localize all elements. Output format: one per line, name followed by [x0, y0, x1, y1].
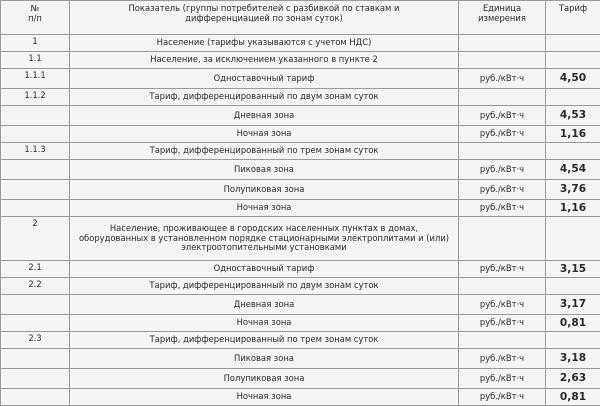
row-indicator-cell: [70, 35, 459, 52]
row-unit-cell: [459, 89, 546, 106]
row-tariff-cell: [546, 52, 600, 69]
row-unit: руб./кВт·ч: [480, 185, 524, 195]
row-tariff-cell: [546, 160, 600, 180]
row-number: 2.3: [28, 333, 41, 343]
row-tariff-cell: [546, 389, 600, 406]
row-number-cell: [1, 278, 70, 295]
row-number-cell: [1, 369, 70, 389]
row-unit: руб./кВт·ч: [480, 354, 524, 364]
row-tariff-cell: [546, 349, 600, 369]
row-tariff: 3,76: [560, 183, 586, 195]
row-tariff-cell: [546, 332, 600, 349]
row-number-cell: [1, 200, 70, 217]
table-row: [1, 89, 600, 106]
row-number: 1.1.1: [24, 70, 45, 80]
row-indicator-cell: [70, 69, 459, 89]
row-tariff-cell: [546, 106, 600, 126]
header-indicator: Показатель (группы потребителей с разбивкой по ставкам и дифференциацией по зонам суток): [70, 1, 459, 35]
table-row: [1, 35, 600, 52]
row-indicator: Тариф, дифференцированный по двум зонам суток: [149, 91, 378, 101]
row-indicator-cell: [70, 389, 459, 406]
table-row: [1, 180, 600, 200]
table-body: [1, 35, 600, 406]
row-number-cell: [1, 217, 70, 261]
row-tariff-cell: [546, 261, 600, 278]
row-tariff-cell: [546, 315, 600, 332]
row-number: 1: [32, 36, 37, 46]
table-row: [1, 217, 600, 261]
row-indicator: Тариф, дифференцированный по двум зонам суток: [149, 280, 378, 290]
row-number-cell: [1, 261, 70, 278]
row-indicator-cell: [70, 295, 459, 315]
header-tariff: Тариф: [546, 1, 600, 35]
row-tariff-cell: [546, 89, 600, 106]
row-indicator-cell: [70, 52, 459, 69]
row-indicator-cell: [70, 369, 459, 389]
row-tariff: 4,53: [560, 109, 586, 121]
row-tariff: 2,63: [560, 372, 586, 384]
row-unit: руб./кВт·ч: [480, 374, 524, 384]
row-tariff-cell: [546, 217, 600, 261]
row-number-cell: [1, 160, 70, 180]
table-row: [1, 332, 600, 349]
row-indicator: Население, проживающее в городских населенных пунктах в домах, оборудованных в установленном порядке стационарными электроплитами и (или) электроотопительными установками: [79, 223, 449, 252]
row-tariff: 3,18: [560, 352, 586, 364]
row-unit-cell: [459, 52, 546, 69]
row-number: 1.1.2: [24, 90, 45, 100]
row-indicator: Пиковая зона: [234, 353, 294, 363]
row-indicator: Ночная зона: [237, 317, 292, 327]
row-number: 1.1: [28, 53, 41, 63]
table-row: [1, 143, 600, 160]
row-indicator: Ночная зона: [237, 391, 292, 401]
row-tariff-cell: [546, 35, 600, 52]
row-unit-cell: [459, 143, 546, 160]
table-row: [1, 261, 600, 278]
row-indicator-cell: [70, 180, 459, 200]
row-indicator: Одноставочный тариф: [214, 263, 315, 273]
row-unit: руб./кВт·ч: [480, 318, 524, 328]
row-indicator: Пиковая зона: [234, 164, 294, 174]
row-indicator: Население (тарифы указываются с учетом НДС): [157, 37, 372, 47]
row-number-cell: [1, 180, 70, 200]
row-unit: руб./кВт·ч: [480, 264, 524, 274]
row-number: 1.1.3: [24, 144, 45, 154]
row-indicator-cell: [70, 278, 459, 295]
row-unit: руб./кВт·ч: [480, 165, 524, 175]
row-unit-cell: [459, 295, 546, 315]
row-number-cell: [1, 143, 70, 160]
table-row: [1, 52, 600, 69]
row-unit: руб./кВт·ч: [480, 74, 524, 84]
row-unit-cell: [459, 349, 546, 369]
row-tariff: 3,15: [560, 263, 586, 275]
row-unit: руб./кВт·ч: [480, 203, 524, 213]
row-indicator: Тариф, дифференцированный по трем зонам суток: [150, 334, 379, 344]
row-unit-cell: [459, 261, 546, 278]
row-indicator-cell: [70, 349, 459, 369]
row-number-cell: [1, 35, 70, 52]
table-row: [1, 106, 600, 126]
row-tariff-cell: [546, 143, 600, 160]
row-number-cell: [1, 349, 70, 369]
row-unit-cell: [459, 160, 546, 180]
table-row: [1, 160, 600, 180]
row-indicator: Население, за исключением указанного в пункте 2: [150, 54, 378, 64]
row-tariff-cell: [546, 126, 600, 143]
row-tariff-cell: [546, 369, 600, 389]
row-unit-cell: [459, 69, 546, 89]
row-indicator-cell: [70, 143, 459, 160]
row-indicator-cell: [70, 200, 459, 217]
row-indicator: Тариф, дифференцированный по трем зонам суток: [150, 145, 379, 155]
row-indicator: Полупиковая зона: [224, 184, 305, 194]
row-tariff-cell: [546, 69, 600, 89]
table-row: [1, 315, 600, 332]
row-tariff-cell: [546, 200, 600, 217]
row-unit-cell: [459, 35, 546, 52]
row-unit-cell: [459, 315, 546, 332]
row-number: 2: [32, 218, 37, 228]
row-number-cell: [1, 295, 70, 315]
row-unit-cell: [459, 180, 546, 200]
table-row: [1, 295, 600, 315]
row-tariff: 0,81: [560, 317, 586, 329]
row-unit-cell: [459, 217, 546, 261]
row-unit-cell: [459, 369, 546, 389]
table-row: [1, 69, 600, 89]
row-number: 2.2: [28, 279, 41, 289]
row-indicator-cell: [70, 315, 459, 332]
row-tariff-cell: [546, 180, 600, 200]
row-tariff-cell: [546, 278, 600, 295]
table-row: [1, 200, 600, 217]
row-number: 2.1: [28, 262, 41, 272]
row-indicator: Дневная зона: [234, 299, 295, 309]
row-tariff: 0,81: [560, 391, 586, 403]
row-indicator: Одноставочный тариф: [214, 73, 315, 83]
table-row: [1, 369, 600, 389]
row-unit-cell: [459, 332, 546, 349]
row-tariff: 4,54: [560, 163, 586, 175]
table-row: [1, 349, 600, 369]
row-indicator-cell: [70, 332, 459, 349]
row-number-cell: [1, 126, 70, 143]
row-unit: руб./кВт·ч: [480, 392, 524, 402]
row-indicator: Дневная зона: [234, 110, 295, 120]
row-number-cell: [1, 52, 70, 69]
header-number: № п/п: [1, 1, 70, 35]
table-row: [1, 278, 600, 295]
row-unit-cell: [459, 106, 546, 126]
row-tariff-cell: [546, 295, 600, 315]
row-tariff: 1,16: [560, 202, 586, 214]
row-number-cell: [1, 69, 70, 89]
row-indicator-cell: [70, 261, 459, 278]
row-indicator-cell: [70, 217, 459, 261]
row-indicator: Ночная зона: [237, 128, 292, 138]
row-unit-cell: [459, 126, 546, 143]
row-number-cell: [1, 89, 70, 106]
row-indicator-cell: [70, 160, 459, 180]
row-tariff: 1,16: [560, 128, 586, 140]
row-unit: руб./кВт·ч: [480, 300, 524, 310]
header-unit: Единица измерения: [459, 1, 546, 35]
row-number-cell: [1, 315, 70, 332]
row-number-cell: [1, 106, 70, 126]
row-indicator: Ночная зона: [237, 202, 292, 212]
row-unit-cell: [459, 389, 546, 406]
row-unit-cell: [459, 278, 546, 295]
table-row: [1, 126, 600, 143]
row-number-cell: [1, 332, 70, 349]
row-indicator: Полупиковая зона: [224, 373, 305, 383]
row-number-cell: [1, 389, 70, 406]
table-header-row: [1, 1, 600, 35]
row-indicator-cell: [70, 89, 459, 106]
row-unit-cell: [459, 200, 546, 217]
table-row: [1, 389, 600, 406]
row-unit: руб./кВт·ч: [480, 129, 524, 139]
row-unit: руб./кВт·ч: [480, 111, 524, 121]
row-tariff: 4,50: [560, 72, 586, 84]
row-indicator-cell: [70, 126, 459, 143]
row-tariff: 3,17: [560, 298, 586, 310]
row-indicator-cell: [70, 106, 459, 126]
